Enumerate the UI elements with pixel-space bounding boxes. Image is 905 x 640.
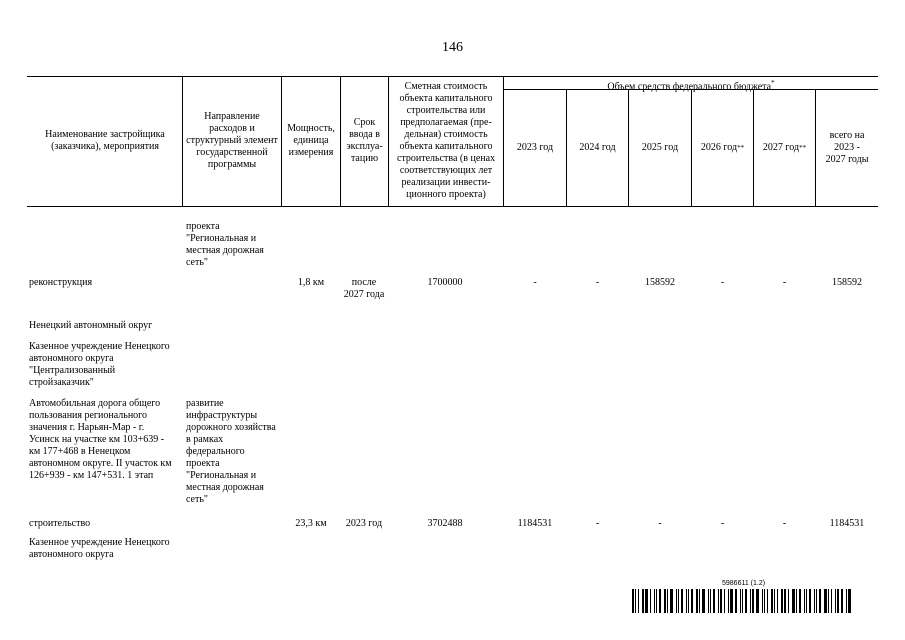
row-client-name-2: Казенное учреждение Ненецкого автономного округа	[29, 537, 170, 560]
row-road-object-direction: развитие инфраструктуры дорожного хозяйства в рамках федерального проекта "Региональная и местная дорожная сеть"	[186, 398, 276, 505]
row-reconstruction-2027: -	[782, 277, 787, 288]
header-budget: Объем средств федерального бюджета*	[607, 79, 775, 93]
barcode-bar	[728, 589, 729, 613]
barcode-bar	[735, 589, 737, 613]
row-region-name: Ненецкий автономный округ	[29, 320, 153, 331]
barcode-bar	[750, 589, 751, 613]
barcode-bar	[814, 589, 815, 613]
barcode-bar	[835, 589, 836, 613]
barcode-bar	[720, 589, 722, 613]
barcode-bar	[696, 589, 698, 613]
barcode-bar	[742, 589, 743, 613]
row-reconstruction-2026: -	[720, 277, 725, 288]
row-reconstruction-2025: 158592	[645, 277, 675, 288]
barcode-bar	[784, 589, 786, 613]
col-divider	[753, 89, 754, 206]
row-reconstruction-capacity: 1,8 км	[297, 277, 325, 288]
col-divider	[566, 89, 567, 206]
row-client-name: Казенное учреждение Ненецкого автономного округа "Централизованный стройзаказчик"	[29, 341, 170, 388]
barcode-bar	[664, 589, 666, 613]
row-reconstruction-cost: 1700000	[427, 277, 463, 288]
barcode-bar	[632, 589, 634, 613]
barcode-bar	[804, 589, 805, 613]
barcode-bar	[650, 589, 651, 613]
row-construction-2024: -	[595, 518, 600, 529]
barcode-bar	[654, 589, 655, 613]
row-reconstruction-total: 158592	[832, 277, 862, 288]
barcode-bar	[740, 589, 741, 613]
row-road-object-name: Автомобильная дорога общего пользования регионального значения г. Нарьян-Мар - г. Усинск на участке км 103+639 - км 177+468 в Ненецком автономном округе. II участок км 126+939 - км 147+531. 1 этап	[29, 398, 172, 481]
col-divider	[503, 76, 504, 206]
barcode-bar	[638, 589, 639, 613]
barcode-bar	[771, 589, 773, 613]
col-divider	[628, 89, 629, 206]
barcode-bar	[764, 589, 765, 613]
barcode-bar	[806, 589, 807, 613]
header-year-2026: 2026 год **	[700, 141, 745, 153]
col-divider	[815, 89, 816, 206]
barcode-bar	[659, 589, 661, 613]
barcode-bar	[756, 589, 759, 613]
barcode-bar	[676, 589, 677, 613]
barcode-bar	[848, 589, 851, 613]
barcode-bar	[708, 589, 709, 613]
col-divider	[691, 89, 692, 206]
header-direction: Направление расходов и структурный элемент государственной программы	[186, 111, 278, 170]
barcode-label: 5986611 (1.2)	[722, 580, 766, 587]
barcode-bar	[799, 589, 801, 613]
row-construction-total: 1184531	[829, 518, 865, 529]
barcode-bar	[724, 589, 725, 613]
row-reconstruction-name: реконструкция	[29, 277, 93, 288]
row-direction-continued: проекта "Региональная и местная дорожная сеть"	[186, 221, 264, 268]
barcode-bar	[645, 589, 648, 613]
col-divider	[182, 76, 183, 206]
barcode-bar	[819, 589, 821, 613]
barcode-bar	[691, 589, 693, 613]
barcode-bar	[702, 589, 705, 613]
barcode-bar	[730, 589, 733, 613]
barcode-bar	[816, 589, 817, 613]
barcode-bar	[792, 589, 795, 613]
barcode-bar	[762, 589, 763, 613]
barcode-bar	[656, 589, 657, 613]
header-cost: Сметная стоимость объекта капитального строительства или предполагаемая (пре-дельная) стоимость объекта капитального строительства (в ценах соответствующих лет реализации инвести-ционного проекта)	[396, 81, 496, 200]
barcode-bar	[837, 589, 839, 613]
barcode-bar	[635, 589, 636, 613]
barcode-bar	[681, 589, 683, 613]
col-divider	[388, 76, 389, 206]
col-divider	[340, 76, 341, 206]
barcode-bar	[781, 589, 783, 613]
header-year-2024: 2024 год	[579, 141, 616, 153]
header-total: всего на 2023 - 2027 годы	[825, 129, 869, 165]
header-year-2023: 2023 год	[516, 141, 554, 153]
barcode-bar	[745, 589, 747, 613]
header-term: Срок ввода в эксплуа-тацию	[346, 117, 383, 164]
barcode-bar	[686, 589, 687, 613]
barcode-bar	[824, 589, 827, 613]
barcode-bar	[642, 589, 644, 613]
barcode-bar	[678, 589, 679, 613]
barcode-bar	[809, 589, 811, 613]
barcode-bar	[777, 589, 778, 613]
row-reconstruction-2024: -	[595, 277, 600, 288]
barcode-bar	[670, 589, 673, 613]
row-construction-capacity: 23,3 км	[295, 518, 327, 529]
barcode-bar	[788, 589, 789, 613]
row-construction-2026: -	[720, 518, 725, 529]
barcode-image	[632, 589, 856, 613]
barcode-bar	[699, 589, 700, 613]
barcode-bar	[718, 589, 719, 613]
row-construction-cost: 3702488	[427, 518, 463, 529]
row-reconstruction-term: после 2027 года	[343, 277, 385, 300]
row-reconstruction-2023: -	[533, 277, 537, 288]
barcode-bar	[831, 589, 832, 613]
header-capacity: Мощность, единица измерения	[287, 123, 335, 158]
barcode-bar	[828, 589, 829, 613]
barcode-bar	[667, 589, 668, 613]
row-construction-2027: -	[782, 518, 787, 529]
barcode-bar	[767, 589, 768, 613]
barcode-bar	[713, 589, 715, 613]
row-construction-2025: -	[658, 518, 662, 529]
barcode-bar	[752, 589, 754, 613]
barcode-bar	[710, 589, 711, 613]
header-year-2025: 2025 год	[641, 141, 679, 153]
barcode-bar	[841, 589, 843, 613]
barcode-bar	[774, 589, 775, 613]
col-divider	[281, 76, 282, 206]
page-number: 146	[442, 40, 463, 55]
row-construction-2023: 1184531	[517, 518, 553, 529]
table-header-bottom-border	[27, 206, 878, 207]
header-name: Наименование застройщика (заказчика), мероприятия	[45, 129, 165, 152]
row-construction-name: строительство	[29, 518, 91, 529]
barcode-bar	[796, 589, 797, 613]
row-construction-term: 2023 год	[345, 518, 383, 529]
barcode-bar	[688, 589, 689, 613]
barcode-bar	[846, 589, 847, 613]
header-year-2027: 2027 год **	[762, 141, 807, 153]
